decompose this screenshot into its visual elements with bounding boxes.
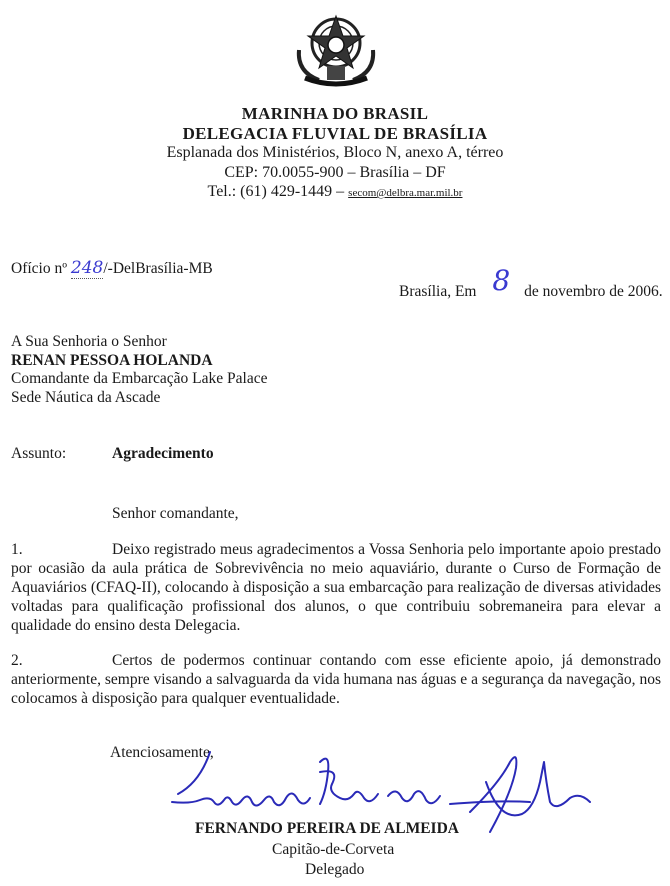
signer-title: Delegado [305, 861, 365, 878]
recipient-salutation: A Sua Senhoria o Senhor [11, 333, 167, 350]
subject-label: Assunto: [11, 445, 67, 462]
address-line: Esplanada dos Ministérios, Bloco N, anexo A, térreo [166, 144, 504, 161]
org-name: MARINHA DO BRASIL [241, 104, 429, 123]
paragraph-2 [11, 651, 661, 708]
recipient-role: Comandante da Embarcação Lake Palace [11, 370, 268, 387]
email-link[interactable]: secom@delbra.mar.mil.br [348, 187, 463, 199]
date-suffix: de novembro de 2006. [524, 283, 663, 300]
greeting: Senhor comandante, [112, 505, 239, 522]
date-line [399, 264, 663, 303]
paragraph-text: Deixo registrado meus agradecimentos a Vossa Senhoria pelo importante apoio prestado por ocasião da aula prática de Sobrevivência no meio aquaviário, durante o Curso de Formação de Aquaviários (CFAQ-II), colocando à disposição a sua embarcação para realização de diversas atividades voltadas para qualificação profissional dos alunos, o que contribuiu sobremaneira para elevar a qualidade do ensino desta Delegacia. [11, 541, 661, 634]
ref-suffix: /-DelBrasília-MB [103, 260, 213, 277]
signer-rank: Capitão-de-Corveta [272, 841, 395, 858]
date-prefix: Brasília, Em [399, 283, 477, 300]
contact-line [0, 183, 670, 201]
coat-of-arms-icon [287, 10, 385, 88]
phone: Tel.: (61) 429-1449 – [207, 183, 345, 200]
paragraph-text: Certos de podermos continuar contando com esse eficiente apoio, já demonstrado anteriormente, sempre visando a salvaguarda da vida humana nas águas e a segurança da navegação, nos colocamos à disposição para qualquer eventualidade. [11, 652, 661, 707]
signer-name: FERNANDO PEREIRA DE ALMEIDA [195, 820, 459, 837]
ref-number: 248 [70, 258, 104, 278]
office-reference [11, 258, 213, 278]
cep-line: CEP: 70.0055-900 – Brasília – DF [224, 164, 446, 181]
paragraph-1 [11, 540, 661, 635]
subject-value: Agradecimento [112, 445, 214, 462]
recipient-name: RENAN PESSOA HOLANDA [11, 352, 213, 369]
date-day: 8 [492, 264, 511, 297]
closing: Atenciosamente, [110, 744, 214, 761]
paragraph-number: 2. [11, 652, 23, 669]
paragraph-number: 1. [11, 541, 23, 558]
unit-name: DELEGACIA FLUVIAL DE BRASÍLIA [182, 124, 488, 143]
ref-prefix: Ofício nº [11, 260, 68, 277]
recipient-place: Sede Náutica da Ascade [11, 389, 161, 406]
